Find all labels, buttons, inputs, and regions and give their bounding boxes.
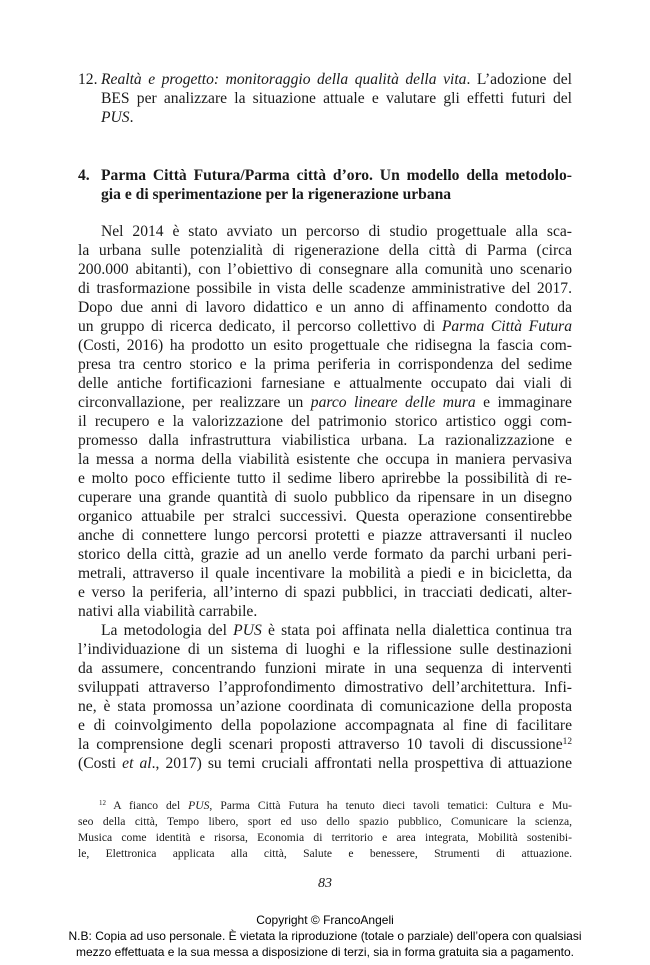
italic-term: parco lineare delle mura [310, 394, 476, 411]
text-line: metrali, attraverso il quale incentivare la mobilità a piedi e in bicicletta, da [78, 565, 572, 582]
text-line [78, 317, 572, 336]
list-line [101, 108, 572, 127]
footnote-reference[interactable]: 12 [562, 736, 572, 747]
text-line: di trasformazione possibile in vista delle scadenze amministrative del 2017. [78, 280, 572, 297]
footnote-line: seo della città, Tempo libero, sport ed uso dello spazio pubblico, Comunicare la scienza, [78, 815, 572, 828]
text-line [78, 393, 572, 412]
text-line: 200.000 abitanti), con l’obiettivo di consegnare alla comunità uno scenario [78, 261, 572, 278]
text-line: ne, è stata promossa un’azione coordinata di comunicazione della proposta [78, 698, 572, 715]
list-text: . [129, 109, 134, 126]
list-line: BES per analizzare la situazione attuale e valutare gli effetti futuri del [101, 90, 572, 107]
text-span: ., 2017) su temi cruciali affrontati nella prospettiva di attuazione [151, 755, 572, 772]
text-line: la messa a norma della viabilità esistente che occupa in maniera pervasiva [78, 451, 572, 468]
text-line: sviluppati attraverso l’approfondimento dimostrativo dell’architettura. Infi- [78, 679, 572, 696]
text-line: nativi alla viabilità carrabile. [78, 603, 258, 620]
text-line: da assumere, concentrando funzioni mirate in una sequenza di interventi [78, 660, 572, 677]
text-line: Nel 2014 è stato avviato un percorso di studio progettuale alla sca- [101, 223, 572, 240]
italic-term: PUS [188, 799, 210, 812]
text-span: è stata poi affinata nella dialettica continua tra [261, 622, 573, 639]
copyright-line: Copyright © FrancoAngeli [256, 913, 394, 927]
text-line: presa tra centro storico e la prima periferia in corrispondenza del sedime [78, 356, 572, 373]
text-line: il recupero e la valorizzazione del patrimonio storico artistico oggi com- [78, 413, 572, 430]
text-line [78, 754, 572, 773]
text-line: e molto poco efficiente tutto il sedime libero aprirebbe la possibilità di re- [78, 470, 572, 487]
footnote-line [99, 798, 572, 814]
italic-term: PUS [233, 622, 262, 639]
text-line: delle antiche fortificazioni farnesiane e attualmente occupato dai viali di [78, 375, 572, 392]
text-line: e di coinvolgimento della popolazione accompagnata al fine di facilitare [78, 717, 572, 734]
italic-term: PUS [101, 109, 130, 126]
italic-term: Parma Città Futura [441, 318, 572, 335]
copyright-line: N.B: Copia ad uso personale. È vietata la riproduzione (totale o parziale) dell’opera con qualsiasi [68, 929, 582, 943]
page-number: 83 [318, 876, 332, 891]
text-line: anche di connettere lungo percorsi protetti e piazze attraversanti il nucleo [78, 527, 572, 544]
list-title: Realtà e progetto: monitoraggio della qualità della vita [101, 71, 467, 88]
text-line: e verso la periferia, all’interno di spazi pubblici, in tracciati dedicati, alter- [78, 584, 572, 601]
text-span: un gruppo di ricerca dedicato, il percorso collettivo di [78, 318, 442, 335]
text-line: storico della città, grazie ad un anello verde formato da parchi urbani peri- [78, 546, 572, 563]
text-span: , Parma Città Futura ha tenuto dieci tavoli tematici: Cultura e Mu- [209, 799, 572, 812]
text-line: Dopo due anni di lavoro didattico e un anno di affinamento condotto da [78, 299, 572, 316]
heading-line: gia e di sperimentazione per la rigenerazione urbana [101, 186, 452, 203]
text-line [101, 621, 572, 640]
text-span: la comprensione degli scenari proposti attraverso 10 tavoli di discussione [78, 736, 563, 753]
italic-term: et al [122, 755, 152, 772]
text-span: La metodologia del [101, 622, 234, 639]
text-line: organico attuabile per stralci successivi. Questa operazione consentirebbe [78, 508, 572, 525]
text-line: promesso dalla infrastruttura viabilistica urbana. La razionalizzazione e [78, 432, 572, 449]
text-line: la urbana sulle potenzialità di rigenerazione della città di Parma (circa [78, 242, 572, 259]
text-span: (Costi [78, 755, 123, 772]
list-text: . L’adozione del [466, 71, 572, 88]
footnote-line: le, Elettronica applicata alla città, Salute e benessere, Strumenti di attuazione. [78, 847, 572, 860]
text-span: A fianco del [105, 799, 189, 812]
list-number: 12. [78, 71, 98, 88]
heading-line: Parma Città Futura/Parma città d’oro. Un modello della metodolo- [101, 167, 572, 184]
footnote-marker: 12 [99, 799, 106, 808]
text-line: (Costi, 2016) ha prodotto un esito progettuale che ridisegna la fascia com- [78, 337, 572, 354]
text-span: circonvallazione, per realizzare un [78, 394, 311, 411]
text-line: l’individuazione di un sistema di luoghi e la riflessione sulle destinazioni [78, 641, 572, 658]
copyright-line: mezzo effettuata e la sua messa a disposizione di terzi, sia in forma gratuita sia a pagamento. [75, 945, 575, 959]
footnote-line: Musica come identità e risorsa, Economia di territorio e area integrata, Mobilità sostenibi- [78, 831, 572, 844]
text-line [78, 735, 572, 754]
section-number: 4. [78, 167, 90, 184]
text-span: e immaginare [475, 394, 572, 411]
list-line [101, 70, 572, 89]
text-line: cuperare una grande quantità di suolo pubblico da ripensare in un disegno [78, 489, 572, 506]
